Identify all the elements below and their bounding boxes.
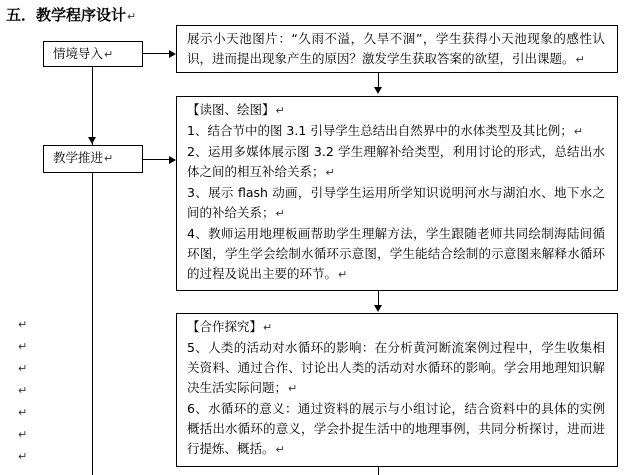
content-paragraph: 展示小天池图片：“久雨不溢，久旱不涸”，学生获得小天池现象的感性认识，进而提出现象产生的原因？激发学生获取答案的欲望，引出课题。↵: [187, 31, 605, 66]
margin-paragraph-mark: ↵: [18, 362, 28, 375]
margin-paragraph-mark: ↵: [18, 450, 28, 463]
margin-paragraph-mark: ↵: [18, 406, 28, 419]
arrow-step-1: [169, 50, 176, 58]
paragraph-mark: ↵: [325, 166, 335, 179]
connector-step-1: [143, 53, 172, 54]
left-flow-line: [92, 66, 93, 475]
arrow-to-box-3: [374, 305, 382, 312]
paragraph-mark: ↵: [573, 125, 583, 138]
paragraph-mark: ↵: [275, 207, 285, 220]
margin-paragraph-mark: ↵: [18, 340, 28, 353]
content-box-intro: [176, 25, 618, 73]
arrow-to-step-2: [88, 137, 96, 144]
paragraph-mark: ↵: [104, 48, 114, 61]
step-label-text: 情境导入: [53, 46, 104, 61]
content-box-cooperative: [176, 313, 618, 467]
paragraph-mark: ↵: [263, 321, 273, 334]
connector-step-2: [143, 159, 172, 160]
content-paragraph: 5、人类的活动对水循环的影响：在分析黄河断流案例过程中，学生收集相关资料、通过合作、讨论出人类的活动对水循环的影响。学会用地理知识解决生活实际问题；↵: [187, 340, 605, 395]
content-paragraph: 6、水循环的意义：通过资料的展示与小组讨论，结合资料中的具体的实例概括出水循环的意义，学会扑捉生活中的地理事例，共同分析探讨，进而进行提炼、概括。↵: [187, 401, 605, 456]
step-label-text: 教学推进: [53, 150, 104, 165]
paragraph-mark: ↵: [275, 104, 285, 117]
content-heading: 【合作探究】↵: [187, 319, 273, 334]
right-flow-line-3: [378, 466, 379, 475]
section-title: [6, 4, 136, 28]
step-label-situation: [43, 41, 143, 67]
paragraph-mark: ↵: [288, 382, 298, 395]
content-paragraph: 2、运用多媒体展示图 3.2 学生理解补给类型，利用讨论的形式，总结出水体之间的相互补给关系；↵: [187, 144, 605, 179]
arrow-step-2: [169, 156, 176, 164]
margin-paragraph-mark: ↵: [18, 428, 28, 441]
paragraph-mark: ↵: [127, 10, 137, 23]
content-paragraph: 1、结合节中的图 3.1 引导学生总结出自然界中的水体类型及其比例；↵: [187, 123, 583, 138]
content-paragraph: 4、教师运用地理板画帮助学生理解方法，学生跟随老师共同绘制海陆间循环图，学生学会绘制水循环示意图，学生能结合绘制的示意图来解释水循环的过程及说出主要的环节。↵: [187, 226, 605, 281]
margin-paragraph-mark: ↵: [18, 318, 28, 331]
content-paragraph: 3、展示 flash 动画，引导学生运用所学知识说明河水与湖泊水、地下水之间的补给关系；↵: [187, 185, 605, 220]
arrow-to-box-2: [374, 87, 382, 94]
section-title-text: 五．教学程序设计: [6, 6, 127, 24]
margin-paragraph-mark: ↵: [18, 384, 28, 397]
paragraph-mark: ↵: [275, 443, 285, 456]
paragraph-mark: ↵: [338, 268, 348, 281]
step-label-advance: [43, 145, 143, 173]
content-box-read-draw: [176, 96, 618, 291]
content-heading: 【读图、绘图】↵: [187, 102, 285, 117]
paragraph-mark: ↵: [104, 152, 114, 165]
paragraph-mark: ↵: [575, 53, 585, 66]
